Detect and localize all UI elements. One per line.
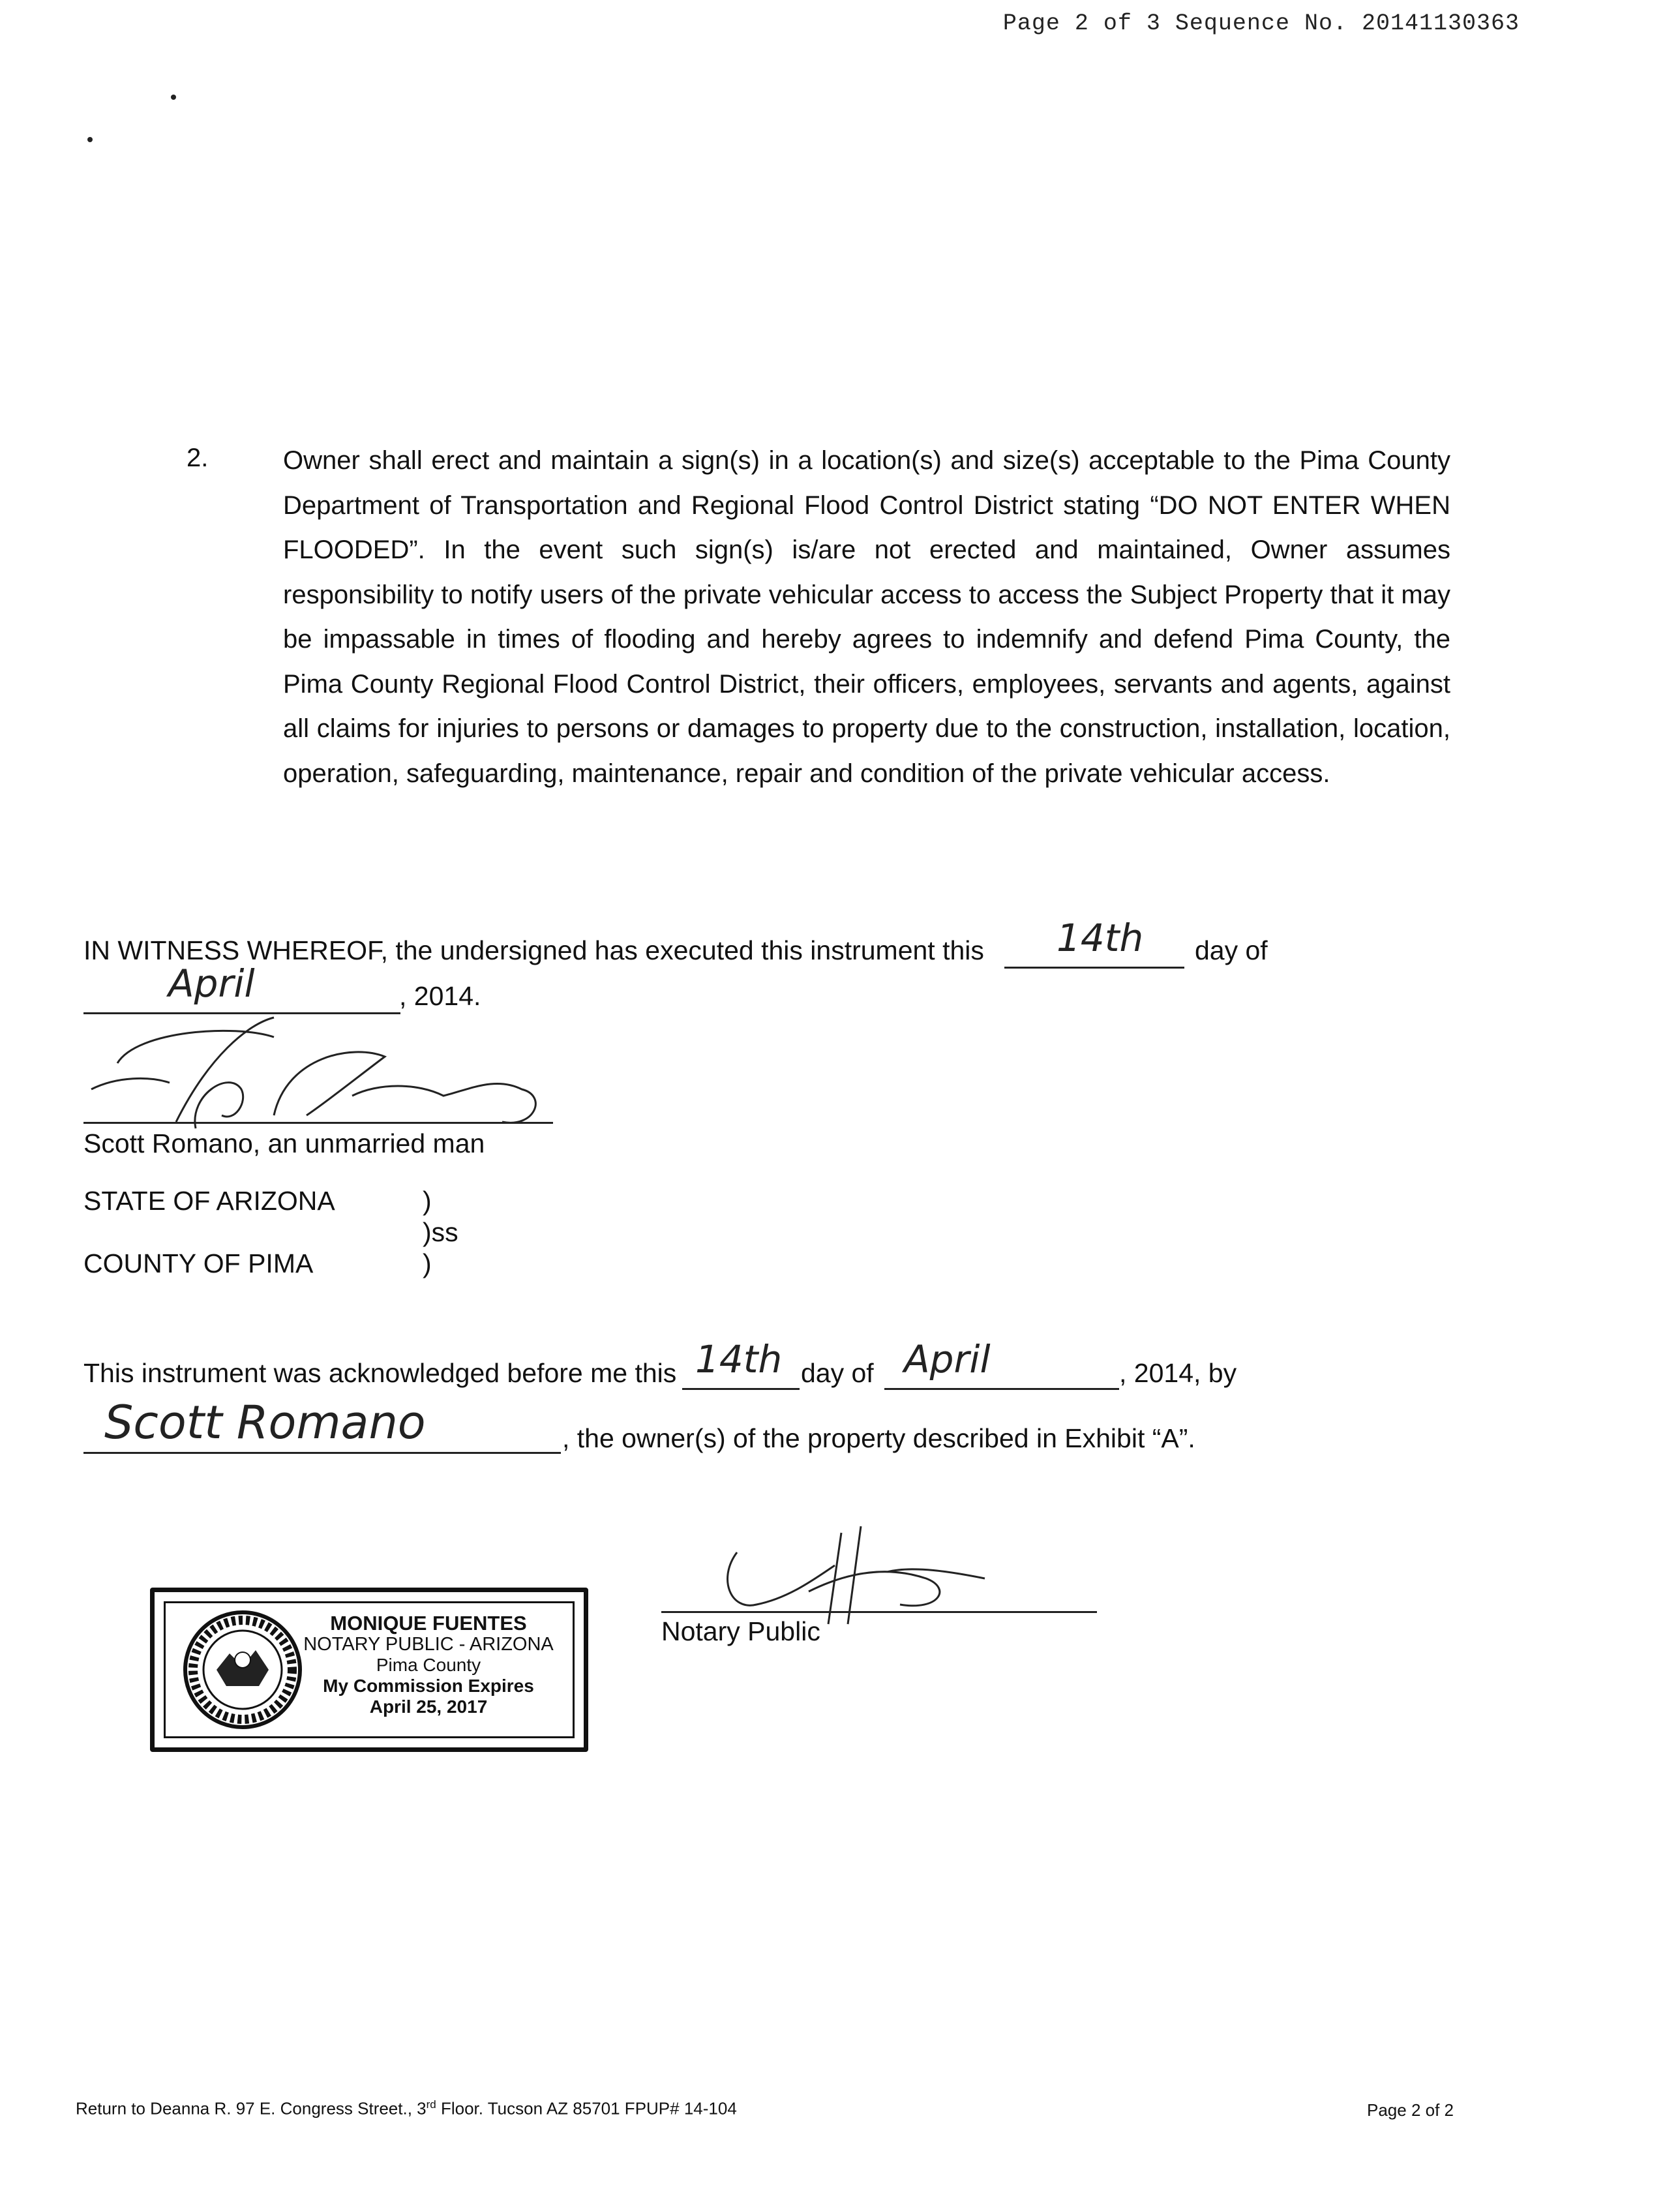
signer-caption: Scott Romano, an unmarried man [83, 1128, 485, 1158]
owner-signature [78, 1018, 561, 1135]
footer-return-sup: rd [426, 2098, 436, 2111]
ack-name-line [83, 1452, 561, 1454]
scan-dot [171, 95, 176, 100]
notary-public-label: Notary Public [661, 1616, 820, 1646]
ack-day-handwritten: 14th [695, 1337, 783, 1381]
witness-day-handwritten: 14th [1057, 916, 1144, 960]
ack-suffix: , 2014, by [1119, 1358, 1237, 1388]
witness-month-line [83, 1012, 400, 1014]
ack-mid: day of [801, 1358, 874, 1388]
venue-state: STATE OF ARIZONA [83, 1186, 335, 1216]
clause-number: 2. [187, 444, 209, 472]
venue-ss: )ss [423, 1217, 458, 1247]
footer-return-prefix: Return to Deanna R. 97 E. Congress Street., 3 [76, 2098, 427, 2119]
ack-month-line [884, 1388, 1119, 1390]
witness-suffix: day of [1195, 935, 1268, 965]
notary-title: NOTARY PUBLIC - ARIZONA [303, 1634, 554, 1655]
notary-signature-line [661, 1611, 1097, 1613]
venue-paren-top: ) [423, 1186, 432, 1216]
ack-prefix: This instrument was acknowledged before me this [83, 1358, 677, 1388]
witness-year: , 2014. [399, 981, 481, 1011]
footer-page-number: Page 2 of 2 [1367, 2100, 1454, 2120]
ack-name-handwritten: Scott Romano [104, 1396, 426, 1449]
owner-signature-line [83, 1122, 553, 1124]
page-sequence-header: Page 2 of 3 Sequence No. 20141130363 [1002, 10, 1520, 37]
footer-return-to [76, 2098, 737, 2119]
venue-county: COUNTY OF PIMA [83, 1248, 314, 1278]
scan-dot [87, 137, 93, 142]
footer-return-suffix: Floor. Tucson AZ 85701 FPUP# 14-104 [436, 2098, 737, 2119]
notary-commission: My Commission Expires [323, 1676, 534, 1696]
ack-month-handwritten: April [904, 1337, 991, 1381]
venue-paren-bottom: ) [423, 1248, 432, 1278]
witness-day-line [1004, 967, 1184, 969]
notary-county: Pima County [376, 1655, 481, 1675]
clause-text: Owner shall erect and maintain a sign(s) in a location(s) and size(s) acceptable to the Pima County Department of Transportation and Regional Flood Control District stating “DO NOT ENTER WHEN FLOODED”. In the event such sign(s) is/are not erected and maintained, Owner assumes responsibility to notify users of the private vehicular access to access the Subject Property that it may be impassable in times of flooding and hereby agrees to indemnify and defend Pima County, the Pima County Regional Flood Control District, their officers, employees, servants and agents, against all claims for injuries to persons or damages to property due to the construction, installation, location, operation, safeguarding, maintenance, repair and condition of the private vehicular access. [283, 446, 1450, 788]
notary-signature [717, 1526, 991, 1631]
ack-day-line [682, 1388, 800, 1390]
ack-owner-text: , the owner(s) of the property described in Exhibit “A”. [562, 1423, 1195, 1453]
notary-stamp [150, 1588, 588, 1752]
notary-expiry: April 25, 2017 [369, 1697, 488, 1717]
notary-stamp-text [285, 1613, 572, 1717]
witness-month-handwritten: April [168, 961, 255, 1006]
notary-name: MONIQUE FUENTES [330, 1612, 527, 1635]
witness-prefix: IN WITNESS WHEREOF, the undersigned has executed this instrument this [83, 935, 984, 965]
